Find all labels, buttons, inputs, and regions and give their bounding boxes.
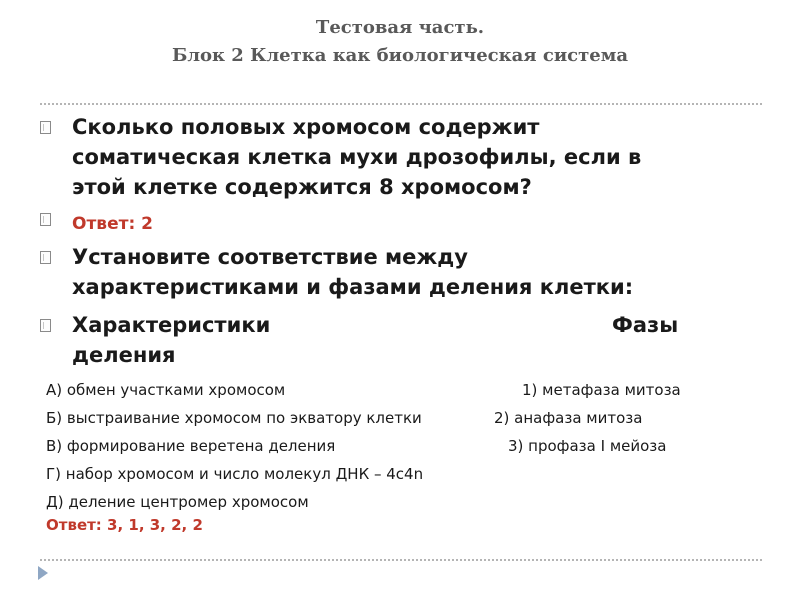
heading-characteristics: Характеристики [72,313,271,337]
square-bullet-icon [40,319,51,332]
match-row [40,462,760,486]
heading-phases: Фазы [612,313,679,337]
heading-phases-line2: деления [72,343,176,367]
question-2-line1: Установите соответствие между [72,245,468,269]
question-1-line3: этой клетке содержится 8 хромосом? [72,175,532,199]
question-1 [40,112,770,202]
square-bullet-icon [40,213,51,226]
phase-2: 2) анафаза митоза [494,409,643,427]
slide-title-line1: Тестовая часть. [315,17,485,38]
match-row [40,406,760,430]
slide-title-line2: Блок 2 Клетка как биологическая система [171,45,629,66]
phase-3: 3) профаза I мейоза [508,437,667,455]
match-row [40,378,760,402]
slide-title [0,14,800,70]
final-answer: Ответ: 3, 1, 3, 2, 2 [46,516,203,534]
question-2-line2: характеристиками и фазами деления клетки: [72,275,634,299]
match-row [40,490,760,514]
top-divider [40,103,762,105]
characteristic-a: А) обмен участками хромосом [46,381,286,399]
characteristic-d: Г) набор хромосом и число молекул ДНК – 4с4n [46,465,424,483]
square-bullet-icon [40,251,51,264]
bottom-divider [40,559,762,561]
question-2 [40,242,770,302]
match-row [40,434,760,458]
nav-arrow-icon[interactable] [38,566,48,580]
characteristic-c: В) формирование веретена деления [46,437,336,455]
characteristic-b: Б) выстраивание хромосом по экватору клетки [46,409,422,427]
answer-1-text: Ответ: 2 [72,214,153,234]
characteristic-e: Д) деление центромер хромосом [46,493,309,511]
phase-1: 1) метафаза митоза [522,381,681,399]
headings [40,310,770,370]
question-1-line2: соматическая клетка мухи дрозофилы, если в [72,145,642,169]
square-bullet-icon [40,121,51,134]
question-1-line1: Сколько половых хромосом содержит [72,115,540,139]
answer-1 [40,209,770,239]
